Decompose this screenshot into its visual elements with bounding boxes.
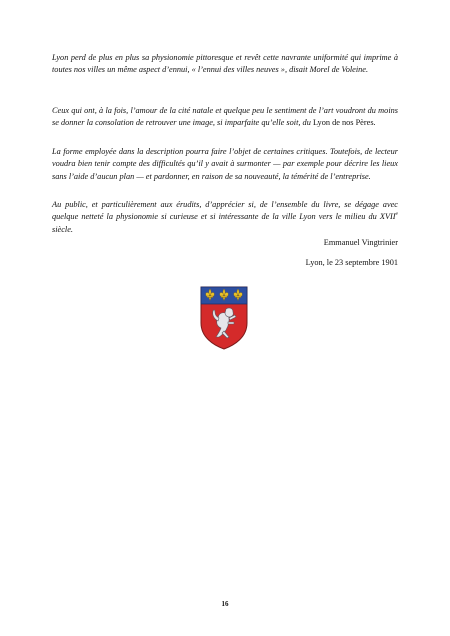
paragraph-2 bbox=[52, 105, 398, 130]
paragraph-4-segment: Au public, et particulièrement aux érudits, d’apprécier si, de l’ensemble du livre, se dégage avec quelque netteté la physionomie si curieuse et si intéressante de la ville Lyon vers le milieu du XVII bbox=[52, 200, 398, 222]
signature-place-date: Lyon, le 23 septembre 1901 bbox=[305, 258, 398, 267]
paragraph-1-segment: Lyon perd de plus en plus sa physionomie pittoresque et revêt cette navrante uniformité qui imprime à toutes nos villes un même aspect d’ennui, « l’ennui des villes neuves », disait Morel de Voleine. bbox=[52, 53, 398, 75]
page-number: 16 bbox=[221, 600, 229, 608]
paragraph-3-segment: La forme employée dans la description pourra faire l’objet de certaines critiques. Toutefois, de lecteur voudra bien tenir compte des difficultés qu’il y avait à surmonter — par exemple pour décrire les lieux sans l’aide d’aucun plan — et pardonner, en raison de sa nouveauté, la témérité de l’entreprise. bbox=[52, 147, 398, 181]
lyon-coat-of-arms-icon bbox=[199, 285, 249, 351]
signature-name: Emmanuel Vingtrinier bbox=[323, 238, 398, 247]
paragraph-4 bbox=[52, 199, 398, 236]
paragraph-3 bbox=[52, 146, 398, 183]
paragraph-4-segment: e bbox=[395, 211, 398, 218]
paragraph-4-segment: siècle. bbox=[52, 224, 73, 234]
paragraph-2-segment: Ceux qui ont, à la fois, l’amour de la cité natale et quelque peu le sentiment de l’art voudront du moins se donner la consolation de retrouver une image, si imparfaite qu’elle soit, du bbox=[52, 106, 398, 128]
paragraph-2-segment: Lyon de nos Pères. bbox=[312, 118, 376, 128]
paragraph-1 bbox=[52, 52, 398, 77]
